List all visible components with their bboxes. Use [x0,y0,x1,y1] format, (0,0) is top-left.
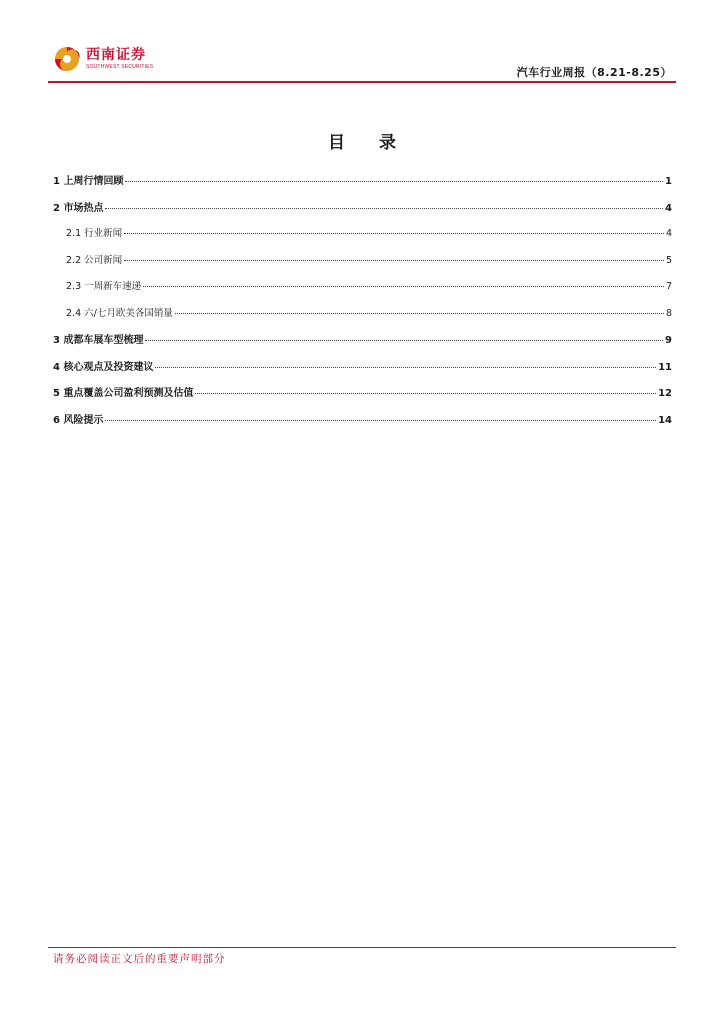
logo-chinese-name: 西南证券 [86,47,146,63]
toc-page-number: 11 [658,361,672,373]
toc-subentry[interactable] [53,278,672,305]
toc-entry[interactable] [53,199,672,226]
logo-english-name: SOUTHWEST SECURITIES [86,64,154,70]
report-title: 汽车行业周报（8.21-8.25） [516,66,672,79]
toc-dot-leader [145,340,663,341]
toc-dot-leader [143,286,664,287]
toc-subentry[interactable] [53,225,672,252]
toc-entry-title: 2 市场热点 [53,202,104,214]
header-divider [48,81,676,83]
toc-entry-title: 3 成都车展车型梳理 [53,335,144,346]
toc-dot-leader [105,420,656,421]
toc-heading: 目 录 [328,133,410,153]
toc-entry[interactable] [53,172,672,199]
toc-dot-leader [195,393,656,394]
toc-page-number: 4 [665,228,672,239]
toc-entry-title: 2.4 六/七月欧美各国销量 [66,307,173,319]
toc-dot-leader [124,233,664,234]
toc-page-number: 4 [665,202,672,214]
toc-dot-leader [124,260,664,261]
footer-divider [48,947,676,948]
toc-page-number: 12 [658,388,672,399]
toc-page-number: 8 [665,307,672,319]
toc-entry[interactable] [53,331,672,358]
toc-entry[interactable] [53,384,672,411]
toc-entry-title: 2.1 行业新闻 [66,228,123,239]
toc-page-number: 14 [658,414,672,426]
toc-entry-title: 5 重点覆盖公司盈利预测及估值 [53,388,194,399]
logo-wordmark [86,48,153,70]
toc-entry-title: 4 核心观点及投资建议 [53,361,154,373]
toc-entry-title: 2.3 一周新车速递 [66,281,142,292]
logo-emblem-icon [54,46,80,72]
toc-dot-leader [105,208,663,209]
table-of-contents [53,172,672,437]
toc-entry-title: 1 上周行情回顾 [53,176,124,187]
toc-page-number: 9 [665,335,672,346]
footer-disclaimer: 请务必阅读正文后的重要声明部分 [53,953,226,965]
toc-dot-leader [125,181,663,182]
toc-dot-leader [155,367,656,368]
toc-subentry[interactable] [53,305,672,332]
toc-entry[interactable] [53,358,672,385]
toc-page-number: 5 [665,254,672,266]
toc-page-number: 1 [665,176,672,187]
toc-entry-title: 2.2 公司新闻 [66,254,123,266]
toc-dot-leader [175,313,664,314]
company-logo [54,44,153,74]
toc-subentry[interactable] [53,252,672,279]
toc-entry-title: 6 风险提示 [53,414,104,426]
toc-entry[interactable] [53,411,672,438]
toc-page-number: 7 [665,281,672,292]
